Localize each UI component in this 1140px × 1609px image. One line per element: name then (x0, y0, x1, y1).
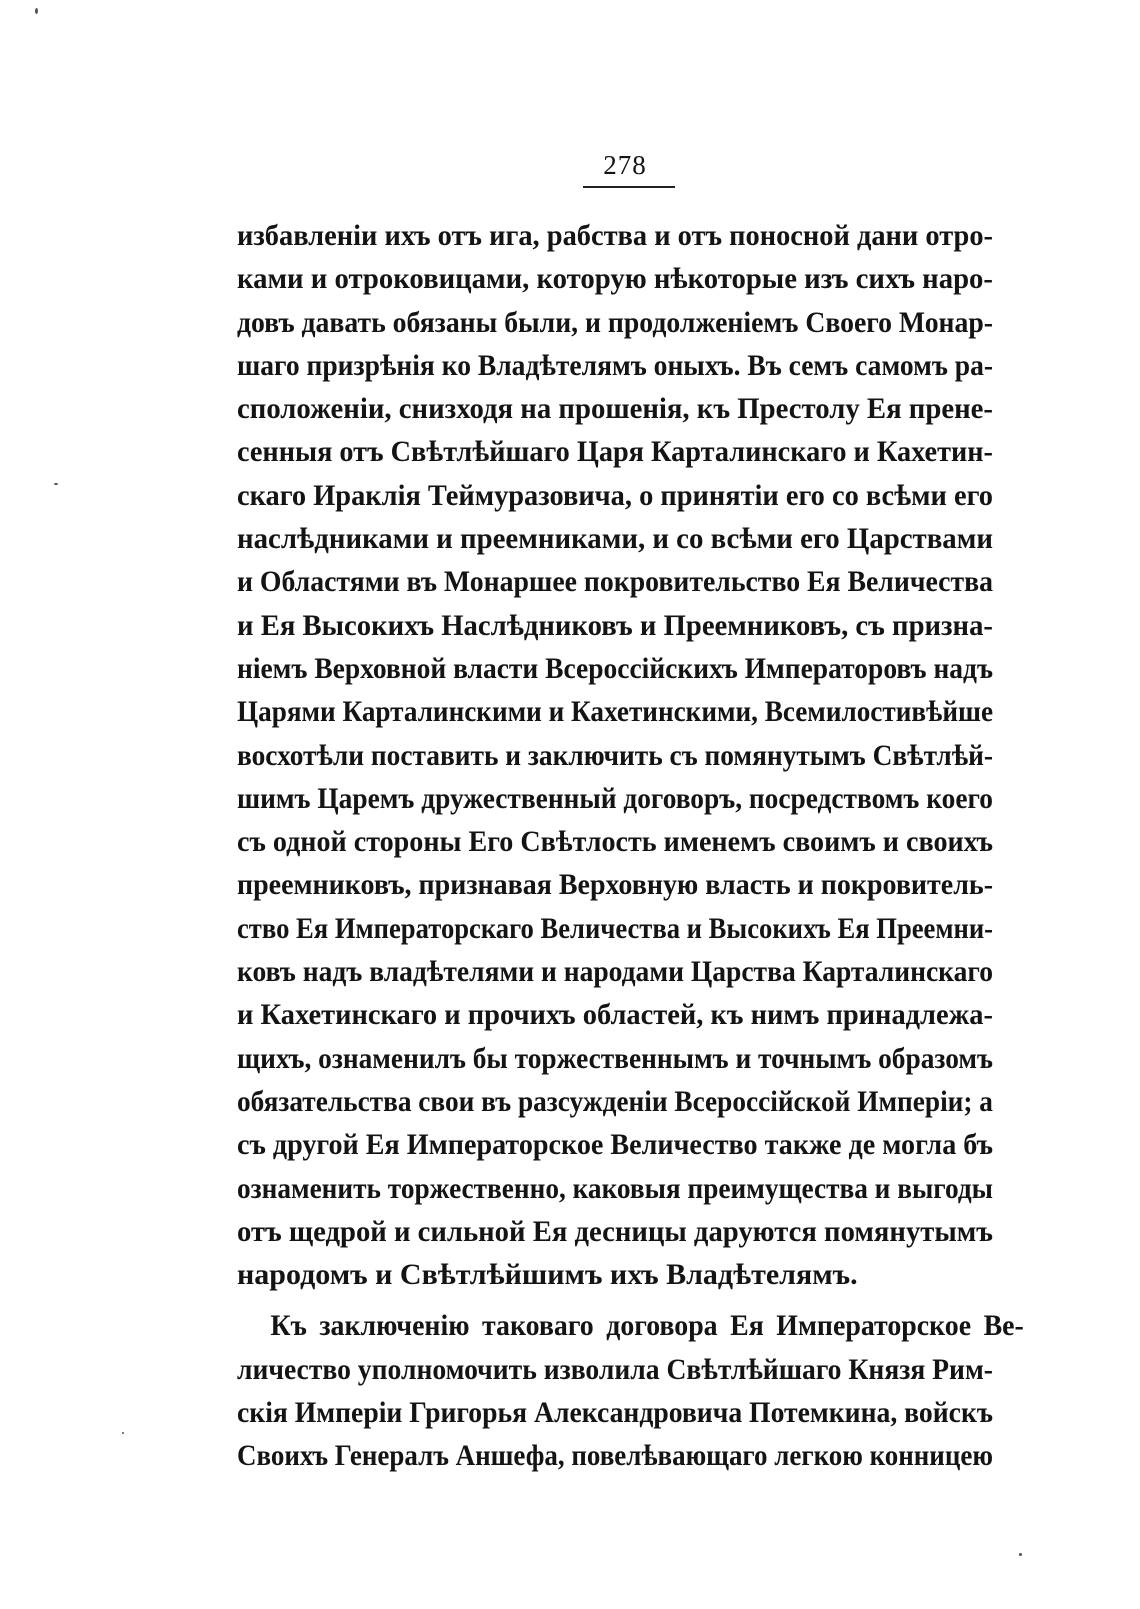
scan-speck (1019, 1553, 1022, 1556)
text-line: ковъ надъ владѣтелями и народами Царства Карталинскаго (237, 955, 993, 989)
text-line: народомъ и Свѣтлѣйшимъ ихъ Владѣтелямъ. (237, 1258, 858, 1292)
paragraph-gap (237, 1296, 993, 1304)
text-line: восхотѣли поставить и заключить съ помянутымъ Свѣтлѣй- (237, 738, 994, 772)
text-line: шимъ Царемъ дружественный договоръ, посредствомъ коего (237, 781, 993, 815)
text-line: Къ заключенію таковаго договора Ея Императорское Ве- (270, 1309, 1024, 1343)
text-line: отъ щедрой и сильной Ея десницы даруются помянутымъ (237, 1214, 994, 1248)
text-line: ство Ея Императорскаго Величества и Высокихъ Ея Преемни- (237, 911, 994, 945)
text-line: съ одной стороны Его Свѣтлость именемъ своимъ и своихъ (237, 825, 994, 859)
text-line: ніемъ Верховной власти Всероссійскихъ Императоровъ надъ (237, 651, 993, 685)
text-line: шаго призрѣнія ко Владѣтелямъ оныхъ. Въ семъ самомъ ра- (237, 348, 994, 382)
text-line: избавленіи ихъ отъ ига, рабства и отъ поносной дани отро- (237, 219, 993, 252)
text-line: наслѣдниками и преемниками, и со всѣми его Царствами (237, 522, 993, 556)
text-line: и Ея Высокихъ Наслѣдниковъ и Преемниковъ, съ призна- (237, 608, 993, 642)
paragraph-2 (237, 1304, 1024, 1477)
text-line: личество уполномочить изволила Свѣтлѣйшаго Князя Рим- (237, 1352, 993, 1386)
scan-speck (122, 1432, 124, 1434)
text-line: щихъ, ознаменилъ бы торжественнымъ и точнымъ образомъ (237, 1041, 993, 1075)
text-line: скія Имперіи Григорья Александровича Потемкина, войскъ (237, 1396, 994, 1430)
page-number: 278 (603, 150, 647, 180)
text-line: ками и отроковицами, которую нѣкоторые изъ сихъ наро- (237, 262, 993, 296)
text-line: довъ давать обязаны были, и продолженіемъ Своего Монар- (237, 305, 994, 339)
text-line: и Областями въ Монаршее покровительство Ея Величества (237, 565, 993, 599)
text-line: Своихъ Генералъ Аншефа, повелѣвающаго легкою конницею (237, 1439, 993, 1473)
scan-speck (35, 8, 38, 14)
text-line: съ другой Ея Императорское Величество также де могла бъ (237, 1128, 994, 1162)
text-line: и Кахетинскаго и прочихъ областей, къ нимъ принадлежа- (237, 998, 993, 1032)
text-line: скаго Ираклія Теймуразовича, о принятіи его со всѣми его (237, 478, 993, 512)
body-text (237, 214, 1024, 1478)
text-line: сположеніи, снизходя на прошенія, къ Престолу Ея прене- (237, 392, 993, 426)
text-line: ознаменить торжественно, каковыя преимущества и выгоды (237, 1171, 993, 1205)
text-line: преемниковъ, признавая Верховную власть и покровитель- (237, 868, 994, 902)
page-number-rule (583, 186, 675, 188)
text-line: сенныя отъ Свѣтлѣйшаго Царя Карталинскаго и Кахетин- (237, 435, 993, 469)
text-line: Царями Карталинскими и Кахетинскими, Всемилостивѣйше (237, 695, 994, 729)
text-line: обязательства свои въ разсужденіи Всероссійской Имперіи; а (237, 1084, 993, 1118)
scan-speck (54, 483, 58, 485)
paragraph-1 (237, 214, 993, 1296)
